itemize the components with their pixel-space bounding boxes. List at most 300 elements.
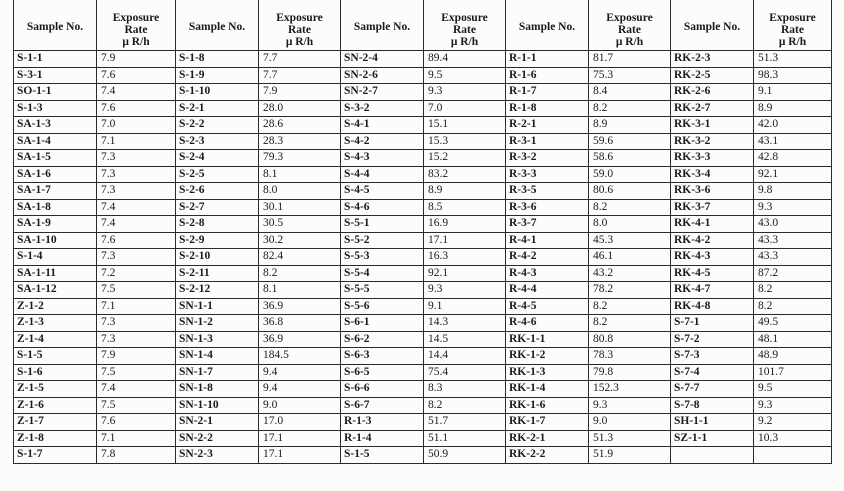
table-row [14,298,832,315]
table-row [14,51,832,68]
table-row [14,117,832,134]
sample-id-cell: SA-1-7 [14,183,97,200]
exposure-value-cell: 8.9 [424,183,506,200]
exposure-value-cell: 9.3 [754,397,832,414]
sample-id-cell: R-3-6 [506,199,589,216]
sample-id-cell: S-4-1 [341,117,424,134]
exposure-value-cell: 80.6 [589,183,671,200]
sample-id-cell: S-1-8 [176,51,259,68]
sample-id-cell: S-2-12 [176,282,259,299]
exposure-value-cell: 16.3 [424,249,506,266]
sample-id-cell: RK-4-8 [671,298,754,315]
exposure-value-cell: 8.0 [589,216,671,233]
exposure-value-cell: 51.9 [589,447,671,464]
table-row [14,381,832,398]
exposure-rate-header [424,0,506,51]
sample-no-header: Sample No. [14,0,97,51]
exposure-value-cell: 30.2 [259,232,341,249]
sample-id-cell: RK-4-3 [671,249,754,266]
sample-id-cell: SN-2-3 [176,447,259,464]
sample-id-cell: RK-4-7 [671,282,754,299]
sample-id-cell: R-4-3 [506,265,589,282]
exposure-value-cell: 16.9 [424,216,506,233]
exposure-value-cell: 14.5 [424,331,506,348]
exposure-value-cell: 15.2 [424,150,506,167]
exposure-header-line: μ R/h [122,36,150,48]
sample-id-cell: S-2-8 [176,216,259,233]
exposure-value-cell: 9.0 [589,414,671,431]
exposure-value-cell: 14.3 [424,315,506,332]
sample-id-cell: S-1-10 [176,84,259,101]
sample-id-cell: S-1-5 [341,447,424,464]
exposure-rate-header [259,0,341,51]
exposure-value-cell: 7.3 [97,166,176,183]
sample-id-cell: RK-3-3 [671,150,754,167]
sample-id-cell: RK-2-2 [506,447,589,464]
sample-id-cell: S-1-1 [14,51,97,68]
table-row [14,249,832,266]
exposure-value-cell: 17.1 [259,447,341,464]
sample-id-cell: S-1-3 [14,100,97,117]
exposure-header-line: Rate [453,24,476,36]
sample-id-cell: S-7-2 [671,331,754,348]
exposure-value-cell: 9.3 [424,282,506,299]
exposure-value-cell: 43.2 [589,265,671,282]
exposure-value-cell: 101.7 [754,364,832,381]
sample-no-header: Sample No. [341,0,424,51]
exposure-value-cell: 9.2 [754,414,832,431]
exposure-value-cell: 9.4 [259,364,341,381]
sample-id-cell: R-3-3 [506,166,589,183]
exposure-value-cell: 48.1 [754,331,832,348]
sample-id-cell: Z-1-4 [14,331,97,348]
sample-id-cell: S-5-1 [341,216,424,233]
sample-id-cell: SN-1-8 [176,381,259,398]
exposure-value-cell: 8.2 [754,282,832,299]
exposure-value-cell: 98.3 [754,67,832,84]
exposure-value-cell: 83.2 [424,166,506,183]
exposure-value-cell: 43.3 [754,232,832,249]
table-row [14,216,832,233]
sample-id-cell: S-6-5 [341,364,424,381]
sample-id-cell: SA-1-8 [14,199,97,216]
sample-id-cell: RK-2-5 [671,67,754,84]
exposure-value-cell: 7.3 [97,315,176,332]
exposure-value-cell: 9.3 [589,397,671,414]
exposure-value-cell: 8.2 [589,100,671,117]
exposure-value-cell: 75.4 [424,364,506,381]
exposure-value-cell: 7.3 [97,249,176,266]
exposure-value-cell: 42.8 [754,150,832,167]
sample-id-cell [671,447,754,464]
sample-id-cell: RK-3-6 [671,183,754,200]
exposure-value-cell: 17.1 [424,232,506,249]
exposure-header-line: Rate [781,24,804,36]
exposure-rate-header [589,0,671,51]
sample-id-cell: S-2-11 [176,265,259,282]
sample-no-header: Sample No. [671,0,754,51]
exposure-value-cell: 8.5 [424,199,506,216]
sample-id-cell: S-6-2 [341,331,424,348]
sample-id-cell: R-1-1 [506,51,589,68]
sample-id-cell: SA-1-6 [14,166,97,183]
exposure-value-cell: 28.0 [259,100,341,117]
sample-id-cell: SA-1-10 [14,232,97,249]
exposure-value-cell: 8.9 [754,100,832,117]
table-row [14,282,832,299]
exposure-header-line: μ R/h [615,36,644,48]
sample-id-cell: S-2-4 [176,150,259,167]
sample-id-cell: RK-1-7 [506,414,589,431]
exposure-value-cell: 89.4 [424,51,506,68]
exposure-header-line: Exposure [112,12,160,24]
exposure-value-cell: 8.2 [754,298,832,315]
sample-id-cell: SN-2-6 [341,67,424,84]
exposure-value-cell: 30.5 [259,216,341,233]
sample-id-cell: SA-1-12 [14,282,97,299]
sample-id-cell: RK-2-7 [671,100,754,117]
exposure-value-cell: 51.3 [754,51,832,68]
sample-id-cell: S-5-6 [341,298,424,315]
exposure-value-cell: 7.5 [97,364,176,381]
exposure-value-cell: 36.8 [259,315,341,332]
sample-id-cell: S-4-4 [341,166,424,183]
sample-id-cell: R-3-2 [506,150,589,167]
sample-id-cell: R-3-5 [506,183,589,200]
table-row [14,397,832,414]
exposure-header-line: Exposure [276,12,323,24]
exposure-value-cell: 7.4 [97,199,176,216]
sample-id-cell: R-4-2 [506,249,589,266]
sample-id-cell: S-7-3 [671,348,754,365]
sample-id-cell: R-1-3 [341,414,424,431]
sample-id-cell: S-2-2 [176,117,259,134]
exposure-header-line: μ R/h [778,36,807,48]
sample-id-cell: SA-1-11 [14,265,97,282]
sample-id-cell: R-4-6 [506,315,589,332]
sample-id-cell: Z-1-6 [14,397,97,414]
exposure-value-cell: 7.1 [97,133,176,150]
exposure-value-cell: 81.7 [589,51,671,68]
exposure-header-line: μ R/h [285,36,314,48]
sample-id-cell: RK-4-1 [671,216,754,233]
exposure-value-cell: 7.5 [97,397,176,414]
sample-id-cell: R-3-1 [506,133,589,150]
exposure-value-cell: 8.4 [589,84,671,101]
table-row [14,315,832,332]
exposure-value-cell: 17.1 [259,430,341,447]
table-row [14,430,832,447]
exposure-value-cell: 9.1 [424,298,506,315]
table-row [14,183,832,200]
sample-id-cell: Z-1-3 [14,315,97,332]
exposure-value-cell: 51.1 [424,430,506,447]
exposure-value-cell: 7.1 [97,298,176,315]
sample-id-cell: S-6-3 [341,348,424,365]
exposure-value-cell: 82.4 [259,249,341,266]
sample-id-cell: S-2-9 [176,232,259,249]
exposure-value-cell: 7.4 [97,84,176,101]
exposure-value-cell: 7.9 [97,51,176,68]
exposure-value-cell: 17.0 [259,414,341,431]
exposure-value-cell: 7.8 [97,447,176,464]
exposure-value-cell: 8.1 [259,166,341,183]
sample-id-cell: S-4-3 [341,150,424,167]
exposure-value-cell: 9.4 [259,381,341,398]
sample-id-cell: S-7-1 [671,315,754,332]
sample-id-cell: S-7-8 [671,397,754,414]
sample-id-cell: SA-1-9 [14,216,97,233]
exposure-value-cell: 8.2 [589,199,671,216]
sample-id-cell: RK-1-3 [506,364,589,381]
sample-id-cell: S-2-6 [176,183,259,200]
exposure-value-cell: 7.3 [97,150,176,167]
exposure-value-cell: 9.5 [754,381,832,398]
exposure-value-cell: 80.8 [589,331,671,348]
sample-id-cell: SA-1-3 [14,117,97,134]
sample-id-cell: RK-3-2 [671,133,754,150]
sample-id-cell: SN-1-2 [176,315,259,332]
exposure-value-cell: 7.0 [97,117,176,134]
exposure-value-cell: 7.9 [97,348,176,365]
exposure-header-line: Exposure [769,12,816,24]
exposure-value-cell: 9.3 [754,199,832,216]
table-row [14,67,832,84]
sample-id-cell: S-1-5 [14,348,97,365]
sample-id-cell: S-2-3 [176,133,259,150]
sample-id-cell: R-1-7 [506,84,589,101]
table-row [14,166,832,183]
sample-id-cell: S-5-5 [341,282,424,299]
table-row [14,364,832,381]
exposure-value-cell: 7.7 [259,51,341,68]
sample-id-cell: S-7-4 [671,364,754,381]
sample-id-cell: RK-3-4 [671,166,754,183]
exposure-value-cell: 8.2 [589,315,671,332]
table-row [14,133,832,150]
exposure-header-line: Rate [618,24,641,36]
sample-id-cell: R-1-6 [506,67,589,84]
table-row [14,100,832,117]
exposure-value-cell: 7.6 [97,414,176,431]
exposure-value-cell: 50.9 [424,447,506,464]
sample-id-cell: RK-1-1 [506,331,589,348]
table-row [14,414,832,431]
exposure-value-cell: 7.4 [97,216,176,233]
sample-id-cell: SN-2-2 [176,430,259,447]
exposure-value-cell: 30.1 [259,199,341,216]
exposure-value-cell: 8.2 [259,265,341,282]
table-row [14,150,832,167]
sample-id-cell: S-3-1 [14,67,97,84]
exposure-value-cell: 9.8 [754,183,832,200]
exposure-value-cell: 15.1 [424,117,506,134]
exposure-value-cell: 9.3 [424,84,506,101]
sample-id-cell: S-2-10 [176,249,259,266]
exposure-value-cell: 7.7 [259,67,341,84]
exposure-header-line: Exposure [606,12,653,24]
table-row [14,232,832,249]
exposure-value-cell: 8.1 [259,282,341,299]
exposure-value-cell: 42.0 [754,117,832,134]
exposure-value-cell: 9.0 [259,397,341,414]
exposure-value-cell: 78.2 [589,282,671,299]
sample-id-cell: SN-1-7 [176,364,259,381]
table-row [14,84,832,101]
exposure-value-cell: 10.3 [754,430,832,447]
sample-id-cell: RK-3-7 [671,199,754,216]
sample-id-cell: S-5-2 [341,232,424,249]
sample-id-cell: RK-2-1 [506,430,589,447]
exposure-value-cell: 184.5 [259,348,341,365]
sample-id-cell: S-5-4 [341,265,424,282]
sample-id-cell: S-4-6 [341,199,424,216]
sample-id-cell: Z-1-5 [14,381,97,398]
table-body [14,51,832,464]
sample-id-cell: S-6-1 [341,315,424,332]
sample-id-cell: S-2-7 [176,199,259,216]
exposure-value-cell: 8.2 [424,397,506,414]
sample-id-cell: S-7-7 [671,381,754,398]
sample-id-cell: SZ-1-1 [671,430,754,447]
exposure-value-cell: 79.8 [589,364,671,381]
sample-no-header: Sample No. [506,0,589,51]
table-row [14,447,832,464]
sample-id-cell: Z-1-7 [14,414,97,431]
table-row [14,331,832,348]
sample-id-cell: RK-4-2 [671,232,754,249]
exposure-value-cell: 7.2 [97,265,176,282]
sample-id-cell: SN-2-4 [341,51,424,68]
exposure-value-cell: 87.2 [754,265,832,282]
table-row [14,199,832,216]
sample-id-cell: SN-2-1 [176,414,259,431]
sample-id-cell: S-1-7 [14,447,97,464]
exposure-value-cell: 78.3 [589,348,671,365]
exposure-value-cell: 92.1 [754,166,832,183]
exposure-value-cell: 7.6 [97,232,176,249]
exposure-value-cell: 43.3 [754,249,832,266]
exposure-value-cell: 15.3 [424,133,506,150]
exposure-header-line: μ R/h [450,36,479,48]
exposure-value-cell: 59.0 [589,166,671,183]
exposure-value-cell: 59.6 [589,133,671,150]
exposure-value-cell: 7.5 [97,282,176,299]
sample-id-cell: S-2-5 [176,166,259,183]
sample-id-cell: RK-1-4 [506,381,589,398]
sample-id-cell: S-6-7 [341,397,424,414]
exposure-value-cell: 152.3 [589,381,671,398]
sample-id-cell: SH-1-1 [671,414,754,431]
sample-id-cell: R-2-1 [506,117,589,134]
sample-id-cell: RK-1-6 [506,397,589,414]
sample-id-cell: S-4-2 [341,133,424,150]
sample-id-cell: R-3-7 [506,216,589,233]
sample-id-cell: RK-3-1 [671,117,754,134]
exposure-value-cell: 7.3 [97,331,176,348]
sample-id-cell: RK-2-6 [671,84,754,101]
exposure-value-cell: 7.4 [97,381,176,398]
sample-no-header: Sample No. [176,0,259,51]
exposure-value-cell: 14.4 [424,348,506,365]
sample-id-cell: S-6-6 [341,381,424,398]
sample-id-cell: SN-2-7 [341,84,424,101]
exposure-value-cell: 43.1 [754,133,832,150]
sample-id-cell: SA-1-5 [14,150,97,167]
sample-id-cell: Z-1-2 [14,298,97,315]
exposure-value-cell: 8.2 [589,298,671,315]
exposure-value-cell: 7.9 [259,84,341,101]
sample-id-cell: SO-1-1 [14,84,97,101]
sample-id-cell: S-3-2 [341,100,424,117]
exposure-value-cell: 79.3 [259,150,341,167]
exposure-value-cell: 46.1 [589,249,671,266]
exposure-value-cell: 48.9 [754,348,832,365]
table-row [14,348,832,365]
exposure-value-cell: 75.3 [589,67,671,84]
exposure-rate-header [754,0,832,51]
sample-id-cell: SA-1-4 [14,133,97,150]
table-header-row [14,0,832,51]
exposure-value-cell: 49.5 [754,315,832,332]
table-row [14,265,832,282]
sample-id-cell: SN-1-1 [176,298,259,315]
sample-id-cell: S-1-4 [14,249,97,266]
sample-id-cell: R-4-5 [506,298,589,315]
exposure-value-cell: 8.0 [259,183,341,200]
exposure-value-cell: 28.6 [259,117,341,134]
sample-id-cell: SN-1-3 [176,331,259,348]
exposure-value-cell: 7.1 [97,430,176,447]
exposure-value-cell: 45.3 [589,232,671,249]
sample-id-cell: S-1-9 [176,67,259,84]
sample-id-cell: S-5-3 [341,249,424,266]
sample-id-cell: RK-4-5 [671,265,754,282]
exposure-value-cell [754,447,832,464]
exposure-value-cell: 36.9 [259,331,341,348]
sample-id-cell: R-1-4 [341,430,424,447]
sample-id-cell: Z-1-8 [14,430,97,447]
sample-id-cell: RK-1-2 [506,348,589,365]
exposure-value-cell: 7.3 [97,183,176,200]
sample-id-cell: RK-2-3 [671,51,754,68]
exposure-value-cell: 28.3 [259,133,341,150]
exposure-value-cell: 92.1 [424,265,506,282]
exposure-header-line: Rate [124,24,148,36]
exposure-value-cell: 9.5 [424,67,506,84]
exposure-value-cell: 9.1 [754,84,832,101]
sample-id-cell: SN-1-4 [176,348,259,365]
sample-id-cell: S-1-6 [14,364,97,381]
exposure-header-line: Rate [288,24,311,36]
sample-id-cell: R-1-8 [506,100,589,117]
exposure-value-cell: 58.6 [589,150,671,167]
exposure-value-cell: 7.6 [97,67,176,84]
exposure-header-line: Exposure [441,12,488,24]
sample-id-cell: R-4-4 [506,282,589,299]
exposure-value-cell: 51.3 [589,430,671,447]
exposure-rate-header [97,0,176,51]
exposure-value-cell: 7.6 [97,100,176,117]
exposure-value-cell: 7.0 [424,100,506,117]
sample-id-cell: R-4-1 [506,232,589,249]
sample-id-cell: SN-1-10 [176,397,259,414]
exposure-value-cell: 51.7 [424,414,506,431]
sample-id-cell: S-2-1 [176,100,259,117]
exposure-value-cell: 8.9 [589,117,671,134]
exposure-value-cell: 36.9 [259,298,341,315]
exposure-value-cell: 43.0 [754,216,832,233]
